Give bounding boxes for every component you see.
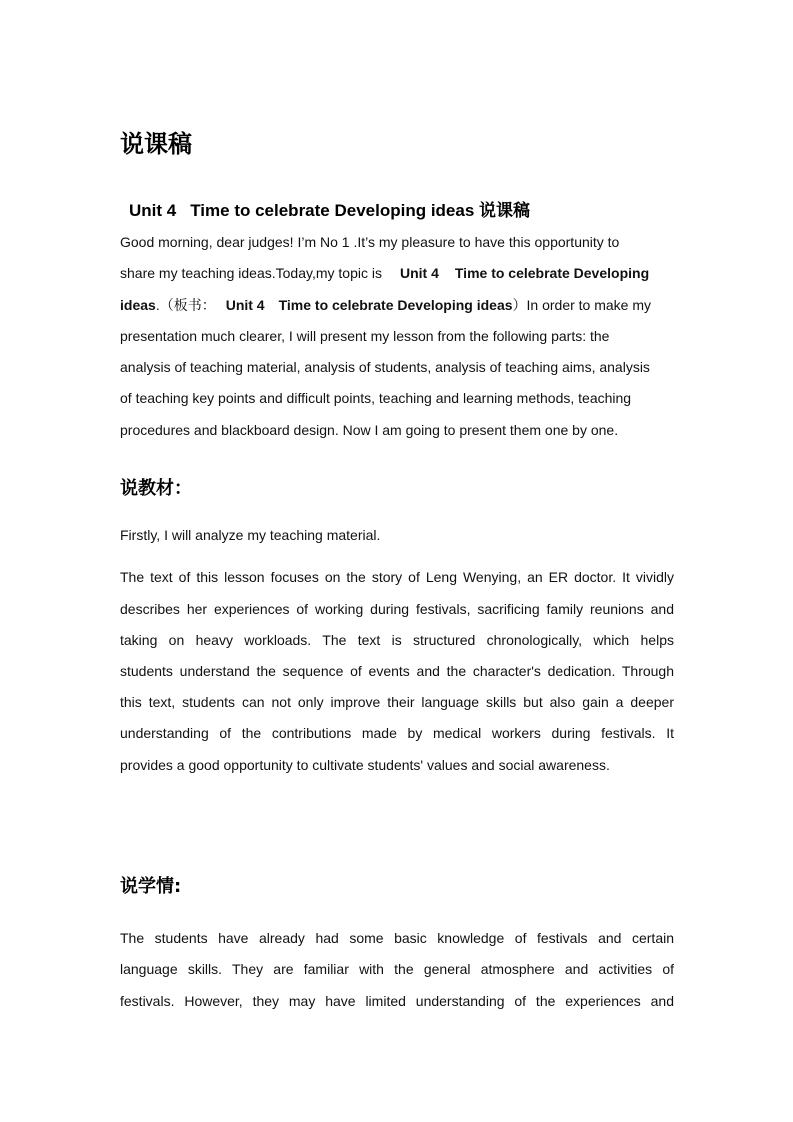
material-line: taking on heavy workloads. The text is structured chronologically, which helps bbox=[120, 632, 674, 648]
intro-line-7: procedures and blackboard design. Now I am going to present them one by one. bbox=[120, 422, 619, 438]
subtitle-unit: Unit 4 bbox=[129, 201, 177, 220]
students-heading: 说学情: bbox=[120, 876, 182, 897]
intro-line-6: of teaching key points and difficult points, teaching and learning methods, teaching bbox=[120, 390, 632, 406]
subtitle-topic: Time to celebrate Developing ideas 说课稿 bbox=[190, 201, 531, 220]
students-line: festivals. However, they may have limited understanding of the experiences and bbox=[120, 993, 674, 1009]
lesson-subtitle bbox=[129, 196, 530, 221]
topic-title: Time to celebrate Developing bbox=[454, 265, 650, 281]
material-intro: Firstly, I will analyze my teaching material. bbox=[120, 527, 381, 543]
document-title: 说课稿 bbox=[120, 130, 192, 158]
blackboard-topic: Time to celebrate Developing ideas bbox=[278, 297, 513, 313]
material-line: describes her experiences of working during festivals, sacrificing family reunions and bbox=[120, 601, 674, 617]
material-line: understanding of the contributions made by medical workers during festivals. It bbox=[120, 725, 674, 741]
intro-line-4: presentation much clearer, I will present my lesson from the following parts: the bbox=[120, 328, 610, 344]
material-line: this text, students can not only improve their language skills but also gain a deeper bbox=[120, 694, 674, 710]
material-line: students understand the sequence of events and the character's dedication. Through bbox=[120, 663, 674, 679]
intro-line-2 bbox=[120, 258, 674, 289]
intro-line-1: Good morning, dear judges! I’m No 1 .It’s my pleasure to have this opportunity to bbox=[120, 234, 620, 250]
students-line: The students have already had some basic knowledge of festivals and certain bbox=[120, 930, 674, 946]
intro-text-continued: ）In order to make my bbox=[512, 297, 652, 313]
topic-title-end: ideas bbox=[120, 297, 156, 313]
blackboard-label: .（板书： bbox=[155, 297, 216, 313]
topic-unit: Unit 4 bbox=[399, 265, 439, 281]
material-line: The text of this lesson focuses on the story of Leng Wenying, an ER doctor. It vividly bbox=[120, 569, 674, 585]
intro-line-3 bbox=[120, 290, 674, 321]
intro-line-5: analysis of teaching material, analysis of students, analysis of teaching aims, analysis bbox=[120, 359, 650, 375]
material-heading: 说教材： bbox=[120, 478, 192, 499]
material-line: provides a good opportunity to cultivate students' values and social awareness. bbox=[120, 757, 610, 773]
students-line: language skills. They are familiar with the general atmosphere and activities of bbox=[120, 961, 674, 977]
intro-text: share my teaching ideas.Today,my topic is bbox=[120, 265, 382, 281]
blackboard-unit: Unit 4 bbox=[225, 297, 265, 313]
